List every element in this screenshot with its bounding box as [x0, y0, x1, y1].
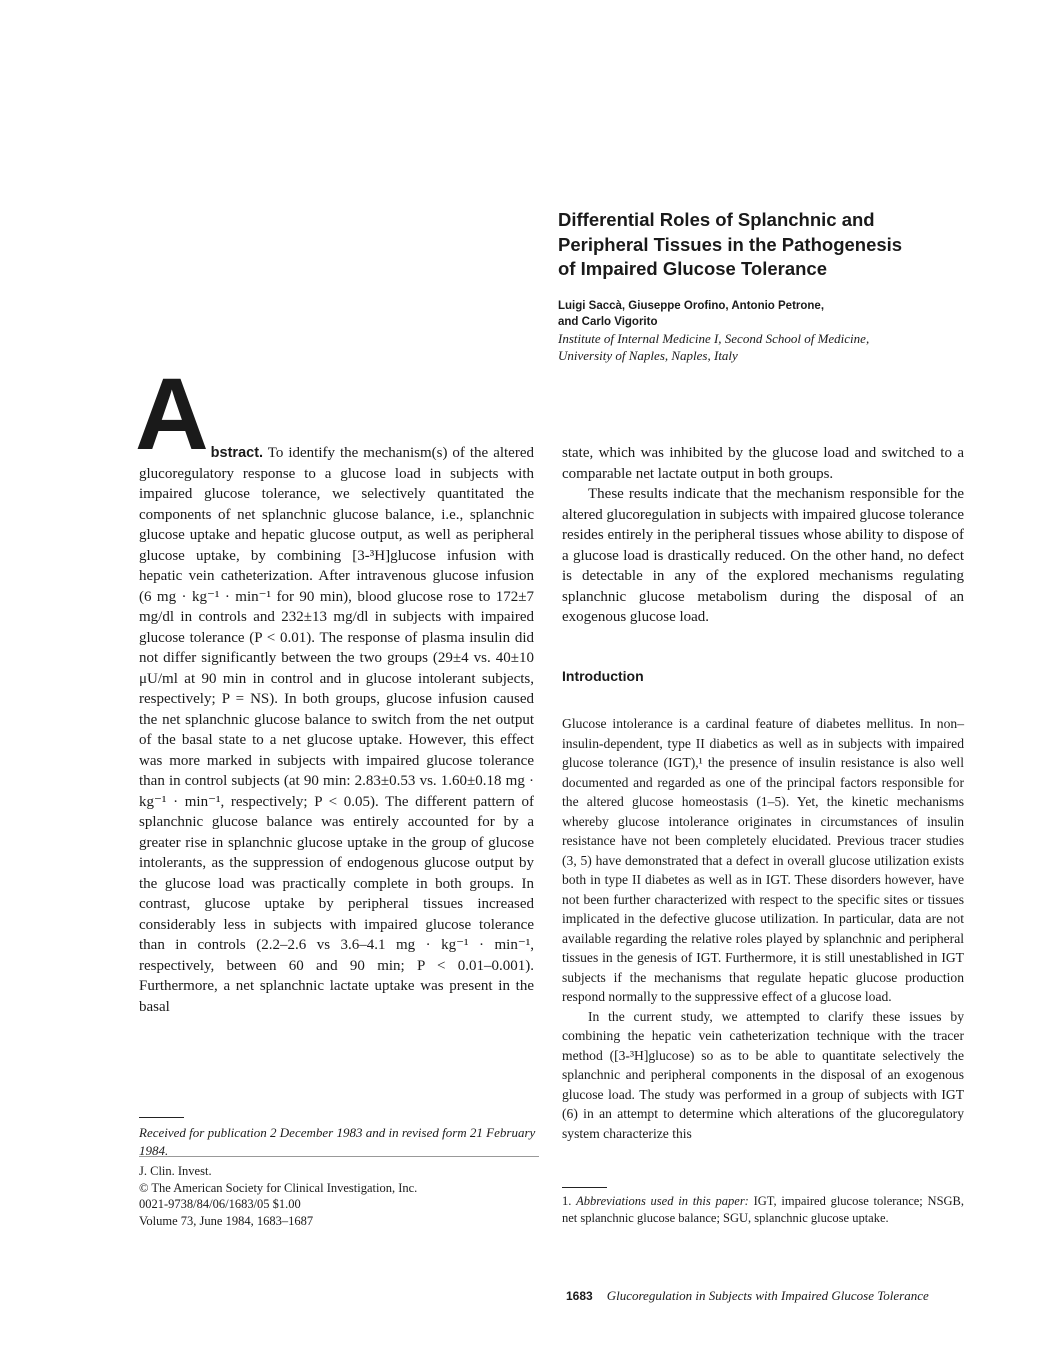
introduction-paragraph-1: Glucose intolerance is a cardinal feature of diabetes mellitus. In non–insulin-dependent, type II diabetics as well as in subjects with impaired glucose tolerance (IGT),¹ the presence of insulin resistance is also well documented and regarded as one of the principal factors responsible for the altered glucose homeostasis (1–5). Yet, the kinetic mechanisms whereby glucose intolerance originates in circumstances of insulin resistance have not been completely elucidated. Previous tracer studies (3, 5) have demonstrated that a defect in overall glucose utilization exists both in type II diabetes as well as in IGT. These disorders however, have not been further characterized with respect to the specific sites or tissues implicated in the defective glucose utilization. In particular, data are not available regarding the relative roles played by splanchnic and peripheral tissues in the genesis of IGT. Furthermore, it is still unestablished in IGT subjects if the mechanisms that regulate hepatic glucose production respond normally to the suppressive effect of a glucose load.	[562, 716, 964, 1004]
title-line: of Impaired Glucose Tolerance	[558, 258, 828, 279]
received-divider	[139, 1117, 184, 1118]
article-title	[558, 208, 978, 282]
affiliation-line: University of Naples, Naples, Italy	[558, 347, 738, 363]
footnote-text: IGT, impaired glucose tolerance; NSGB, net splanchnic glucose balance; SGU, splanchnic glucose uptake.	[562, 1194, 965, 1225]
abstract-continuation: state, which was inhibited by the glucose load and switched to a comparable net lactate output in both groups.	[562, 445, 964, 482]
abstract-column	[135, 357, 534, 1017]
authors	[558, 298, 978, 330]
abstract-text: To identify the mechanism(s) of the altered glucoregulatory response to a glucose load in subjects with impaired glucose tolerance, we selectively quantitated the components of net splanchnic glucose balance, i.e., splanchnic glucose uptake and hepatic glucose output, as well as peripheral glucose uptake, by combining [3-³H]glucose infusion with hepatic vein catheterization. After intravenous glucose infusion (6 mg · kg⁻¹ · min⁻¹ for 90 min), blood glucose rose to 172±7 mg/dl in controls and 232±13 mg/dl in subjects with impaired glucose tolerance (P < 0.01). The response of plasma insulin did not differ significantly between the two groups (29±4 vs. 40±10 μU/ml at 90 min in control and in glucose intolerant subjects, respectively; P = NS). In both groups, glucose infusion caused the net splanchnic glucose balance to switch from the net output of the basal state to a net glucose uptake. However, this effect was more marked in subjects with impaired glucose tolerance than in control subjects (at 90 min: 2.83±0.53 vs. 1.60±0.18 mg · kg⁻¹ · min⁻¹, respectively; P < 0.05). The different pattern of splanchnic glucose balance was entirely accounted for by a greater rise in splanchnic glucose uptake in the group of glucose intolerants, as the suppression of endogenous glucose output by the glucose load was practically complete in both groups. In contrast, glucose uptake by peripheral tissues increased considerably less in subjects with impaired glucose tolerance than in controls (2.2–2.6 vs 3.6–4.1 mg · kg⁻¹ · min⁻¹, respectively, between 60 and 90 min; P < 0.01–0.001). Furthermore, a net splanchnic lactate uptake was present in the basal	[139, 445, 534, 1015]
page-footer	[566, 1288, 976, 1304]
right-column	[562, 443, 964, 1143]
affiliation-line: Institute of Internal Medicine I, Second School of Medicine,	[558, 330, 870, 346]
footnote-number: 1.	[562, 1194, 572, 1208]
footnote-label: Abbreviations used in this paper:	[576, 1194, 749, 1208]
journal-line: Volume 73, June 1984, 1683–1687	[139, 1213, 314, 1228]
journal-line: © The American Society for Clinical Investigation, Inc.	[139, 1180, 418, 1195]
received-note: Received for publication 2 December 1983 and in revised form 21 February 1984.	[139, 1125, 536, 1158]
journal-divider	[139, 1156, 539, 1157]
journal-info	[139, 1163, 539, 1229]
abstract-paragraph-2: These results indicate that the mechanism responsible for the altered glucoregulation in subjects with impaired glucose tolerance resides entirely in the peripheral tissues whose ability to dispose of a glucose load is drastically reduced. On the other hand, no defect is detectable in any of the explored mechanisms regulating splanchnic glucose metabolism during the disposal of an exogenous glucose load.	[562, 486, 964, 625]
title-block	[558, 208, 978, 364]
authors-line: Luigi Saccà, Giuseppe Orofino, Antonio Petrone,	[558, 299, 825, 312]
introduction-heading: Introduction	[562, 667, 644, 684]
abstract-label: bstract.	[210, 445, 264, 461]
abstract-dropcap: A	[135, 357, 209, 471]
affiliation	[558, 330, 978, 364]
footnote-divider	[562, 1187, 607, 1188]
footnote	[562, 1193, 964, 1227]
title-line: Differential Roles of Splanchnic and	[558, 209, 875, 230]
journal-line: 0021-9738/84/06/1683/05 $1.00	[139, 1197, 301, 1211]
introduction-paragraph-2: In the current study, we attempted to clarify these issues by combining the hepatic vein catheterization technique with the tracer method ([3-³H]glucose) so as to be able to quantitate selectively the splanchnic and peripheral components in the disposal of an exogenous glucose load. The study was performed in a group of subjects with IGT (6) in an attempt to determine which alterations of the glucoregulatory system characterize this	[562, 1008, 964, 1141]
page-number: 1683	[566, 1289, 593, 1303]
title-line: Peripheral Tissues in the Pathogenesis	[558, 233, 903, 255]
abstract-paragraph	[135, 357, 534, 1017]
authors-line: and Carlo Vigorito	[558, 315, 658, 328]
journal-line: J. Clin. Invest.	[139, 1164, 212, 1178]
introduction-body	[562, 714, 964, 1143]
running-title: Glucoregulation in Subjects with Impaired Glucose Tolerance	[606, 1288, 929, 1303]
